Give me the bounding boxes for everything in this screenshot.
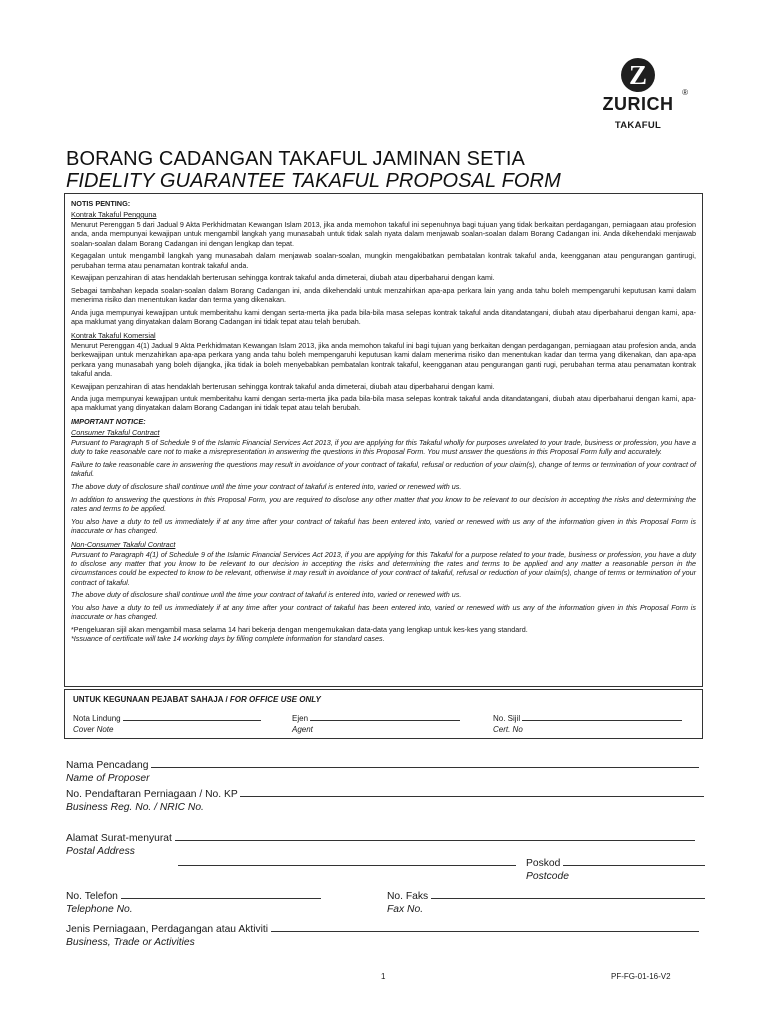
notice-paragraph: Pursuant to Paragraph 5 of Schedule 9 of the Islamic Financial Services Act 2013, if you are applying for this Takaful wholly for purposes unrelated to your trade, business or profession, you have a duty to take reasonable care not to make a misrepresentation in answering the questions in this Proposal Form. You must answer the questions in this Proposal Form fully and accurately.: [71, 438, 696, 457]
cover-note-label: Nota Lindung: [73, 714, 121, 723]
notice-paragraph: Kewajipan penzahiran di atas hendaklah berterusan sehingga kontrak takaful anda dimeterai, diubah atau diperbaharui dengan kami.: [71, 381, 495, 391]
notice-paragraph: You also have a duty to tell us immediately if at any time after your contract of takaful has been entered into, varied or renewed with us any of the information given in this Proposal Form is inaccurate or has changed.: [71, 516, 696, 536]
logo-brand: ZURICH: [602, 94, 674, 114]
fax-label-english: Fax No.: [387, 904, 424, 915]
registered-mark: ®: [682, 88, 688, 97]
consumer-contract-title-malay: Kontrak Takaful Pengguna: [71, 210, 157, 219]
telephone-line[interactable]: [121, 888, 321, 899]
logo-subtitle: TAKAFUL: [614, 120, 662, 131]
fax-label: No. Faks: [387, 891, 429, 902]
notice-paragraph: Menurut Perenggan 5 dari Jadual 9 Akta Perkhidmatan Kewangan Islam 2013, jika anda memohon takaful ini sepenuhnya bagi tujuan yang tidak berkaitan perdagangan, perniagaan atau profesion anda, anda mempunyai kewajipan untuk mengambil langkah yang munasabah untuk tidak salah nyata dalam menjawab soalan-soalan dalam Borang Cadangan ini. Anda dikehendaki menjawab soalan-soalan dalam Borang Cadangan ini dengan lengkap dan tepat.: [71, 220, 696, 248]
agent-label: Ejen: [292, 714, 309, 723]
notice-paragraph: Failure to take reasonable care in answering the questions may result in avoidance of your contract of takaful, refusal or reduction of your claim(s), change of terms or termination of your contract of takaful.: [71, 460, 696, 479]
telephone-field[interactable]: [66, 888, 321, 916]
notice-paragraph: Sebagai tambahan kepada soalan-soalan dalam Borang Cadangan ini, anda dikehendaki untuk menzahirkan apa-apa perkara lain yang anda tahu boleh mempengaruhi keputusan kami dalam menerima risiko dan menentukan kadar dan terma yang dikenakan.: [71, 285, 696, 305]
office-use-title-english: FOR OFFICE USE ONLY: [229, 695, 321, 704]
cover-note-field[interactable]: [73, 712, 274, 735]
form-code: PF-FG-01-16-V2: [611, 972, 671, 981]
proposer-name-label: Nama Pencadang: [66, 760, 149, 771]
page-number: 1: [381, 972, 386, 981]
business-activity-label: Jenis Perniagaan, Perdagangan atau Aktiviti: [66, 924, 269, 935]
cover-note-label-english: Cover Note: [73, 725, 114, 734]
postal-address-line[interactable]: [175, 830, 695, 841]
postcode-label-english: Postcode: [526, 871, 569, 882]
commercial-contract-title-malay: Kontrak Takaful Komersial: [71, 330, 156, 340]
business-reg-label-english: Business Reg. No. / NRIC No.: [66, 802, 204, 813]
business-activity-line[interactable]: [271, 921, 699, 932]
proposer-name-field[interactable]: [66, 757, 699, 785]
proposer-name-label-english: Name of Proposer: [66, 773, 150, 784]
postal-address-field[interactable]: [66, 830, 695, 858]
business-reg-label: No. Pendaftaran Perniagaan / No. KP: [66, 789, 238, 800]
zurich-logo: [596, 58, 688, 131]
business-activity-field[interactable]: [66, 921, 699, 949]
postal-address-line-2[interactable]: [178, 855, 516, 870]
postcode-field[interactable]: [526, 855, 705, 883]
office-use-title: [73, 695, 694, 704]
form-title-malay: BORANG CADANGAN TAKAFUL JAMINAN SETIA: [66, 148, 525, 170]
nonconsumer-contract-title-english: Non-Consumer Takaful Contract: [71, 539, 176, 549]
postal-address-label-english: Postal Address: [66, 846, 135, 857]
notice-heading-english: IMPORTANT NOTICE:: [71, 417, 146, 427]
postcode-label: Poskod: [526, 858, 561, 869]
notice-box: [64, 193, 703, 687]
business-reg-field[interactable]: [66, 786, 704, 814]
business-activity-label-english: Business, Trade or Activities: [66, 937, 195, 948]
postal-address-continuation-line[interactable]: [178, 855, 516, 866]
certificate-note-english: *Issuance of certificate will take 14 working days by filling complete information for standard cases.: [71, 634, 385, 644]
business-reg-line[interactable]: [240, 786, 704, 797]
form-title-english: FIDELITY GUARANTEE TAKAFUL PROPOSAL FORM: [66, 170, 561, 192]
proposer-name-line[interactable]: [151, 757, 699, 768]
certificate-note-malay: *Pengeluaran sijil akan mengambil masa selama 14 hari bekerja dengan mengemukakan data-data yang lengkap untuk kes-kes yang standard.: [71, 625, 528, 635]
notice-paragraph: The above duty of disclosure shall continue until the time your contract of takaful is entered into, varied or renewed with us.: [71, 482, 462, 492]
notice-paragraph: Pursuant to Paragraph 4(1) of Schedule 9 of the Islamic Financial Services Act 2013, if you are applying for this Takaful for a purpose related to your trade, business or profession, you have a duty to disclose any matter that you know to be relevant to our decision in accepting the risks and determining the rates and terms to be applied and any matter a reasonable person in the circumstances could be expected to know to be relevant, otherwise it may result in avoidance of your contract of takaful, refusal or reduction of your claim(s), change of terms or termination of your contract of takaful.: [71, 549, 696, 587]
notice-paragraph: In addition to answering the questions in this Proposal Form, you are required to disclose any other matter that you know to be relevant to our decision in accepting the risks and determining the rates and terms to be applied.: [71, 494, 696, 514]
fax-field[interactable]: [387, 888, 705, 916]
telephone-label: No. Telefon: [66, 891, 118, 902]
notice-paragraph: Menurut Perenggan 4(1) Jadual 9 Akta Perkhidmatan Kewangan Islam 2013, jika anda memohon takaful ini bagi tujuan yang berkaitan dengan perdagangan, perniagaan atau profesion anda, anda berkewajipan untuk menzahirkan apa-apa perkara yang anda tahu boleh mempengaruhi keputusan kami dalam menerima risiko dan menentukan kadar dan terma yang dikenakan, dan apa-apa perkara yang munasabah yang boleh dijangka, jika tidak ia boleh menyebabkan pembatalan kontrak takaful, keengganan atau pengurangan ganti rugi, perubahan terma atau penamatan kontrak takaful anda.: [71, 340, 696, 378]
notice-paragraph: You also have a duty to tell us immediately if at any time after your contract of takaful has been entered into, varied or renewed with us any of the information given in this Proposal Form is inaccurate or has changed.: [71, 603, 696, 622]
notice-paragraph: Anda juga mempunyai kewajipan untuk memberitahu kami dengan serta-merta jika pada bila-bila masa selepas kontrak takaful anda ditandatangani, diubah atau diperbaharui dengan kami, apa-apa maklumat yang dinyatakan dalam Borang Cadangan ini tidak tepat atau telah berubah.: [71, 394, 696, 413]
postal-address-label: Alamat Surat-menyurat: [66, 833, 172, 844]
office-use-box: [64, 689, 703, 739]
agent-label-english: Agent: [292, 725, 313, 734]
notice-paragraph: The above duty of disclosure shall continue until the time your contract of takaful is entered into, varied or renewed with us.: [71, 590, 462, 600]
cover-note-line[interactable]: [123, 712, 261, 721]
cert-no-line[interactable]: [522, 712, 682, 721]
cert-no-label: No. Sijil: [493, 714, 521, 723]
cert-no-field[interactable]: [493, 712, 694, 735]
fax-line[interactable]: [431, 888, 705, 899]
notice-heading-malay: NOTIS PENTING:: [71, 199, 131, 208]
notice-paragraph: Anda juga mempunyai kewajipan untuk memberitahu kami dengan serta-merta jika pada bila-bila masa selepas kontrak takaful anda ditandatangani, diubah atau diperbaharui dengan kami, apa-apa maklumat yang dinyatakan dalam Borang Cadangan ini tidak tepat atau telah berubah.: [71, 307, 696, 327]
consumer-contract-title-english: Consumer Takaful Contract: [71, 428, 160, 438]
notice-paragraph: Kegagalan untuk mengambil langkah yang munasabah dalam menjawab soalan-soalan, mungkin mengakibatkan pembatalan kontrak takaful anda, keengganan atau pengurangan gantirugi, perubahan terma atau penamatan kontrak takaful anda.: [71, 251, 696, 270]
logo-mark-letter: Z: [628, 60, 647, 90]
notice-paragraph: Kewajipan penzahiran di atas hendaklah berterusan sehingga kontrak takaful anda dimeterai, diubah atau diperbaharui dengan kami.: [71, 273, 495, 283]
cert-no-label-english: Cert. No: [493, 725, 523, 734]
agent-line[interactable]: [310, 712, 460, 721]
office-use-title-malay: UNTUK KEGUNAAN PEJABAT SAHAJA /: [73, 695, 230, 704]
agent-field[interactable]: [292, 712, 493, 735]
telephone-label-english: Telephone No.: [66, 904, 133, 915]
zurich-z-icon: [621, 58, 655, 92]
postcode-line[interactable]: [563, 855, 705, 866]
